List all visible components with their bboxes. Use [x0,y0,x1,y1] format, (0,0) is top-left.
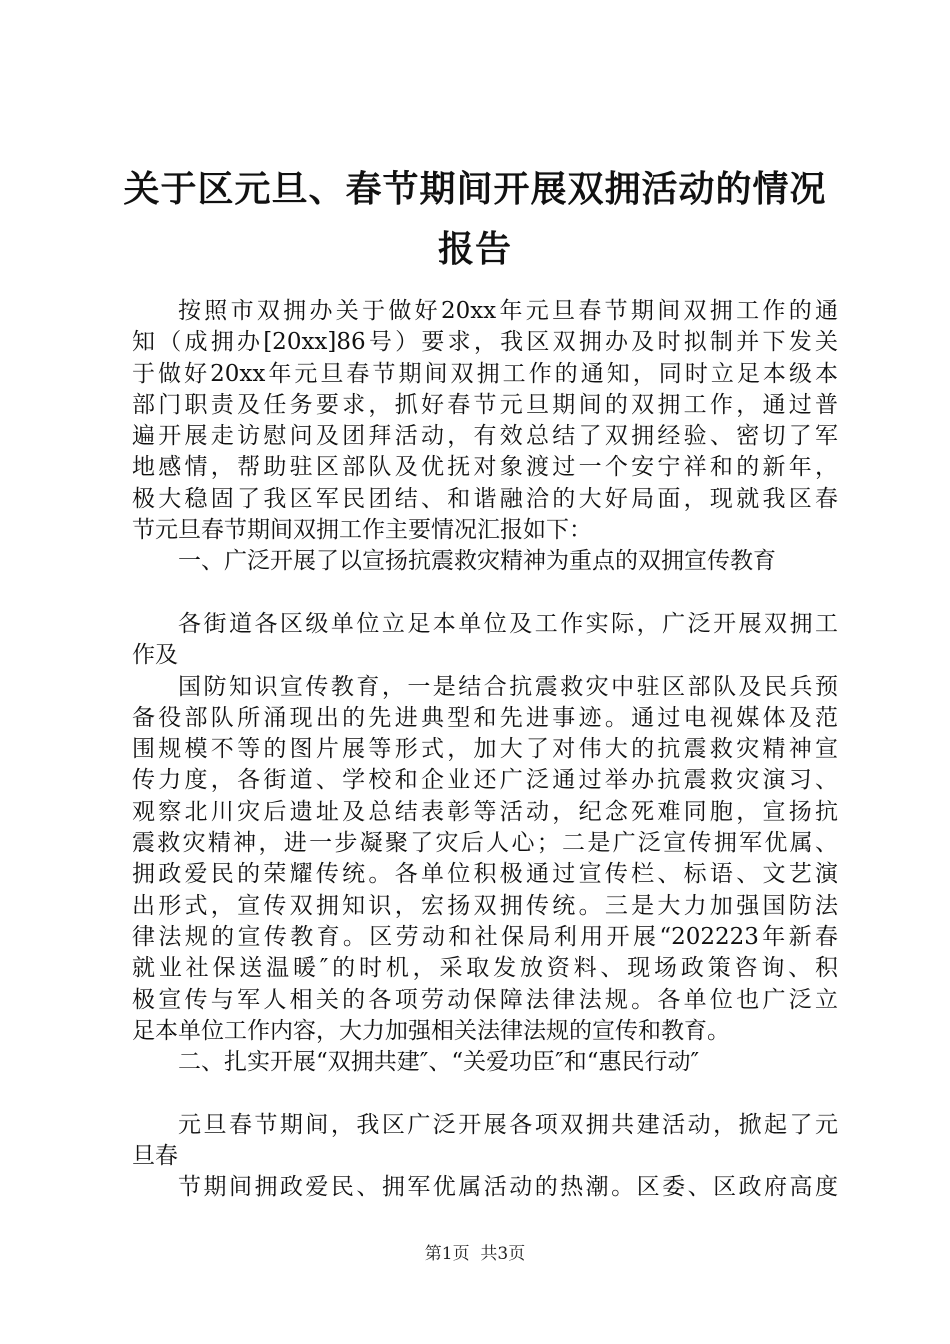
paragraph-line: 节期间拥政爱民、拥军优属活动的热潮。区委、区政府高度 [178,1174,838,1201]
paragraph-line: 按照市双拥办关于做好20xx年元旦春节期间双拥工作的通 [178,298,838,324]
paragraph-line: 各街道各区级单位立足本单位及工作实际，广泛开展双拥工 [178,610,838,637]
paragraph-line: 观察北川灾后遗址及总结表彰等活动，纪念死难同胞，宣扬抗 [132,798,838,825]
page-number: 第1页 [424,1244,470,1264]
paragraph-line: 极大稳固了我区军民团结、和谐融洽的大好局面，现就我区春 [132,485,838,512]
paragraph-line: 部门职责及任务要求，抓好春节元旦期间的双拥工作，通过普 [132,391,838,418]
paragraph-line: 围规模不等的图片展等形式，加大了对伟大的抗震救灾精神宣 [132,736,838,763]
paragraph-line: 出形式，宣传双拥知识，宏扬双拥传统。三是大力加强国防法 [132,892,838,919]
paragraph-line: 旦春 [132,1143,178,1170]
paragraph-line: 律法规的宣传教育。区劳动和社保局利用开展“202223年新春 [132,923,838,950]
paragraph-line: 就业社保送温暖″的时机，采取发放资料、现场政策咨询、积 [132,955,838,982]
paragraph-line: 知（成拥办[20xx]86号）要求，我区双拥办及时拟制并下发关 [132,329,838,356]
paragraph-line: 极宣传与军人相关的各项劳动保障法律法规。各单位也广泛立 [132,986,838,1013]
page-footer [0,1242,950,1266]
paragraph-line: 备役部队所涌现出的先进典型和先进事迹。通过电视媒体及范 [132,704,838,731]
paragraph-line: 二、扎实开展“双拥共建″、“关爱功臣″和“惠民行动″ [178,1049,700,1076]
page-total: 共3页 [480,1244,526,1264]
paragraph-line: 拥政爱民的荣耀传统。各单位积极通过宣传栏、标语、文艺演 [132,861,838,888]
blank-line [132,1078,838,1109]
paragraph-line: 于做好20xx年元旦春节期间双拥工作的通知，同时立足本级本 [132,360,838,387]
paragraph-line: 元旦春节期间，我区广泛开展各项双拥共建活动，掀起了元 [178,1111,838,1138]
paragraph-line: 传力度，各街道、学校和企业还广泛通过举办抗震救灾演习、 [132,767,838,794]
paragraph-line: 作及 [132,642,178,669]
paragraph-line: 震救灾精神，进一步凝聚了灾后人心；二是广泛宣传拥军优属、 [132,830,838,857]
paragraph-line: 节元旦春节期间双拥工作主要情况汇报如下： [132,517,592,544]
paragraph-line: 足本单位工作内容，大力加强相关法律法规的宣传和教育。 [132,1017,730,1044]
paragraph-line: 一、广泛开展了以宣扬抗震救灾精神为重点的双拥宣传教育 [178,548,776,575]
document-body [132,296,838,1204]
paragraph-line: 地感情，帮助驻区部队及优抚对象渡过一个安宁祥和的新年， [132,454,838,481]
paragraph-line: 国防知识宣传教育，一是结合抗震救灾中驻区部队及民兵预 [178,673,838,700]
blank-line [132,578,838,609]
document-title: 关于区元旦、春节期间开展双拥活动的情况报告 [123,169,827,270]
paragraph-line: 遍开展走访慰问及团拜活动，有效总结了双拥经验、密切了军 [132,423,838,450]
